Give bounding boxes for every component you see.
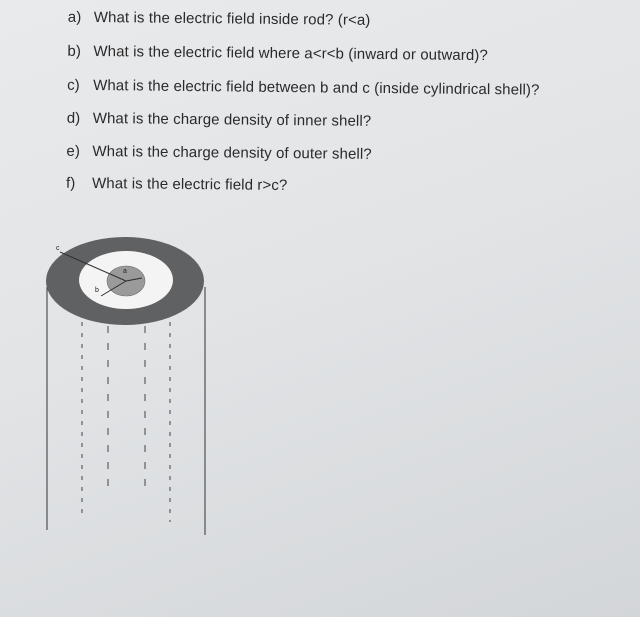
- label-b: b: [95, 287, 99, 294]
- question-letter: f): [65, 174, 76, 192]
- question-letter: a): [67, 8, 82, 26]
- question-text: What is the electric field between b and c (inside cylindrical shell)?: [93, 76, 540, 99]
- question-letter: d): [66, 109, 81, 127]
- question-letter: b): [67, 42, 82, 60]
- question-text: What is the electric field inside rod? (r<a): [93, 8, 371, 29]
- question-text: What is the charge density of inner shell?: [92, 109, 372, 130]
- label-c: c: [56, 245, 60, 252]
- label-a: a: [123, 268, 127, 275]
- question-text: What is the charge density of outer shell?: [92, 142, 372, 163]
- question-letter: e): [66, 142, 81, 160]
- question-text: What is the electric field r>c?: [91, 174, 288, 195]
- question-letter: c): [67, 76, 80, 94]
- question-text: What is the electric field where a<r<b (inward or outward)?: [93, 42, 488, 65]
